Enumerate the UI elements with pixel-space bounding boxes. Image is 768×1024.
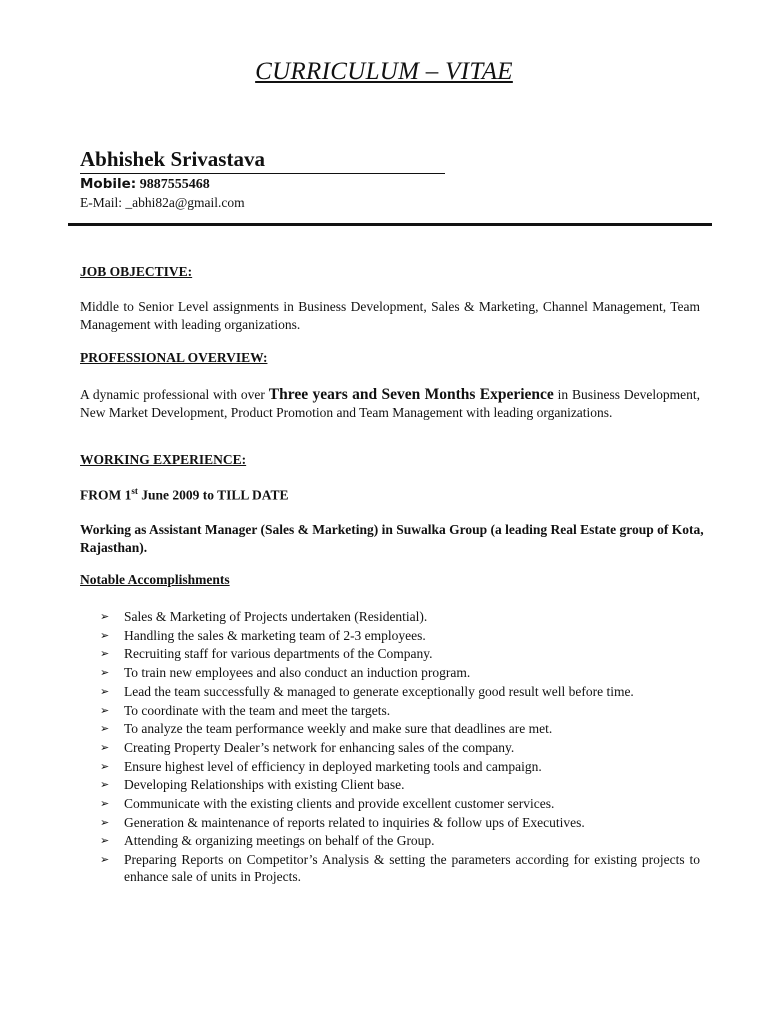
job-objective-heading: JOB OBJECTIVE: xyxy=(80,264,193,279)
accomplishment-item xyxy=(100,814,700,833)
accomplishment-item xyxy=(100,608,700,627)
accomplishment-item xyxy=(100,664,700,683)
bullet-arrow-icon: ➢ xyxy=(100,740,110,754)
job-objective-text: Middle to Senior Level assignments in Business Development, Sales & Marketing, Channel Management, Team Management with leading organizations. xyxy=(80,299,700,332)
header-divider xyxy=(68,223,712,226)
bullet-arrow-icon: ➢ xyxy=(100,853,110,867)
accomplishment-text: Preparing Reports on Competitor’s Analysis & setting the parameters according for existing projects to enhance sale of units in Projects. xyxy=(124,852,700,885)
bullet-arrow-icon: ➢ xyxy=(100,628,110,642)
accomplishments-heading: Notable Accomplishments xyxy=(80,572,230,587)
professional-overview-heading: PROFESSIONAL OVERVIEW: xyxy=(80,350,268,365)
period-superscript: st xyxy=(131,486,138,496)
accomplishment-text: Attending & organizing meetings on behalf of the Group. xyxy=(124,833,435,849)
employment-period xyxy=(80,486,289,504)
mobile-label: Mobile: xyxy=(80,176,137,192)
candidate-name: Abhishek Srivastava xyxy=(80,147,445,174)
bullet-arrow-icon: ➢ xyxy=(100,647,110,661)
accomplishment-item xyxy=(100,851,700,885)
professional-overview-text xyxy=(80,386,700,422)
bullet-arrow-icon: ➢ xyxy=(100,815,110,829)
document-title: CURRICULUM – VITAE xyxy=(255,58,513,85)
accomplishment-text: Handling the sales & marketing team of 2-3 employees. xyxy=(124,627,426,643)
accomplishment-item xyxy=(100,739,700,758)
bullet-arrow-icon: ➢ xyxy=(100,703,110,717)
bullet-arrow-icon: ➢ xyxy=(100,834,110,848)
accomplishment-text: Communicate with the existing clients and provide excellent customer services. xyxy=(124,796,555,812)
bullet-arrow-icon: ➢ xyxy=(100,722,110,736)
bullet-arrow-icon: ➢ xyxy=(100,759,110,773)
accomplishment-text: Creating Property Dealer’s network for enhancing sales of the company. xyxy=(124,739,515,755)
period-prefix: FROM 1 xyxy=(80,487,132,503)
overview-experience-emphasis: Three years and Seven Months Experience xyxy=(268,386,554,403)
current-role: Working as Assistant Manager (Sales & Marketing) in Suwalka Group (a leading Real Estate group of Kota, Rajasthan). xyxy=(80,522,704,555)
bullet-arrow-icon: ➢ xyxy=(100,778,110,792)
accomplishment-text: To analyze the team performance weekly and make sure that deadlines are met. xyxy=(124,721,553,737)
mobile-value: 9887555468 xyxy=(139,177,210,192)
accomplishment-item xyxy=(100,645,700,664)
bullet-arrow-icon: ➢ xyxy=(100,797,110,811)
accomplishment-item xyxy=(100,702,700,721)
overview-text-before: A dynamic professional with over xyxy=(80,387,269,402)
email-line: E-Mail: _abhi82a@gmail.com xyxy=(80,195,245,210)
accomplishment-text: To train new employees and also conduct an induction program. xyxy=(124,665,471,681)
accomplishment-text: Lead the team successfully & managed to generate exceptionally good result well before time. xyxy=(124,683,634,699)
accomplishment-text: Developing Relationships with existing Client base. xyxy=(124,777,405,793)
overview-text-after: in Business Development, New Market Development, Product Promotion and Team Management with leading organizations. xyxy=(80,387,700,420)
accomplishment-text: Sales & Marketing of Projects undertaken (Residential). xyxy=(124,609,428,624)
bullet-arrow-icon: ➢ xyxy=(100,684,110,698)
mobile-line xyxy=(80,176,210,193)
working-experience-heading: WORKING EXPERIENCE: xyxy=(80,452,247,467)
accomplishment-text: Recruiting staff for various departments of the Company. xyxy=(124,646,433,662)
accomplishment-item xyxy=(100,776,700,795)
accomplishment-item xyxy=(100,758,700,777)
accomplishment-item xyxy=(100,683,700,702)
bullet-arrow-icon: ➢ xyxy=(100,666,110,680)
accomplishment-item xyxy=(100,627,700,646)
accomplishment-text: To coordinate with the team and meet the targets. xyxy=(124,702,391,718)
bullet-arrow-icon: ➢ xyxy=(100,610,110,623)
period-suffix: June 2009 to TILL DATE xyxy=(137,487,289,503)
accomplishment-text: Generation & maintenance of reports related to inquiries & follow ups of Executives. xyxy=(124,814,585,830)
accomplishment-text: Ensure highest level of efficiency in deployed marketing tools and campaign. xyxy=(124,758,542,774)
accomplishment-item xyxy=(100,795,700,814)
accomplishments-list xyxy=(100,608,700,885)
accomplishment-item xyxy=(100,832,700,851)
accomplishment-item xyxy=(100,720,700,739)
